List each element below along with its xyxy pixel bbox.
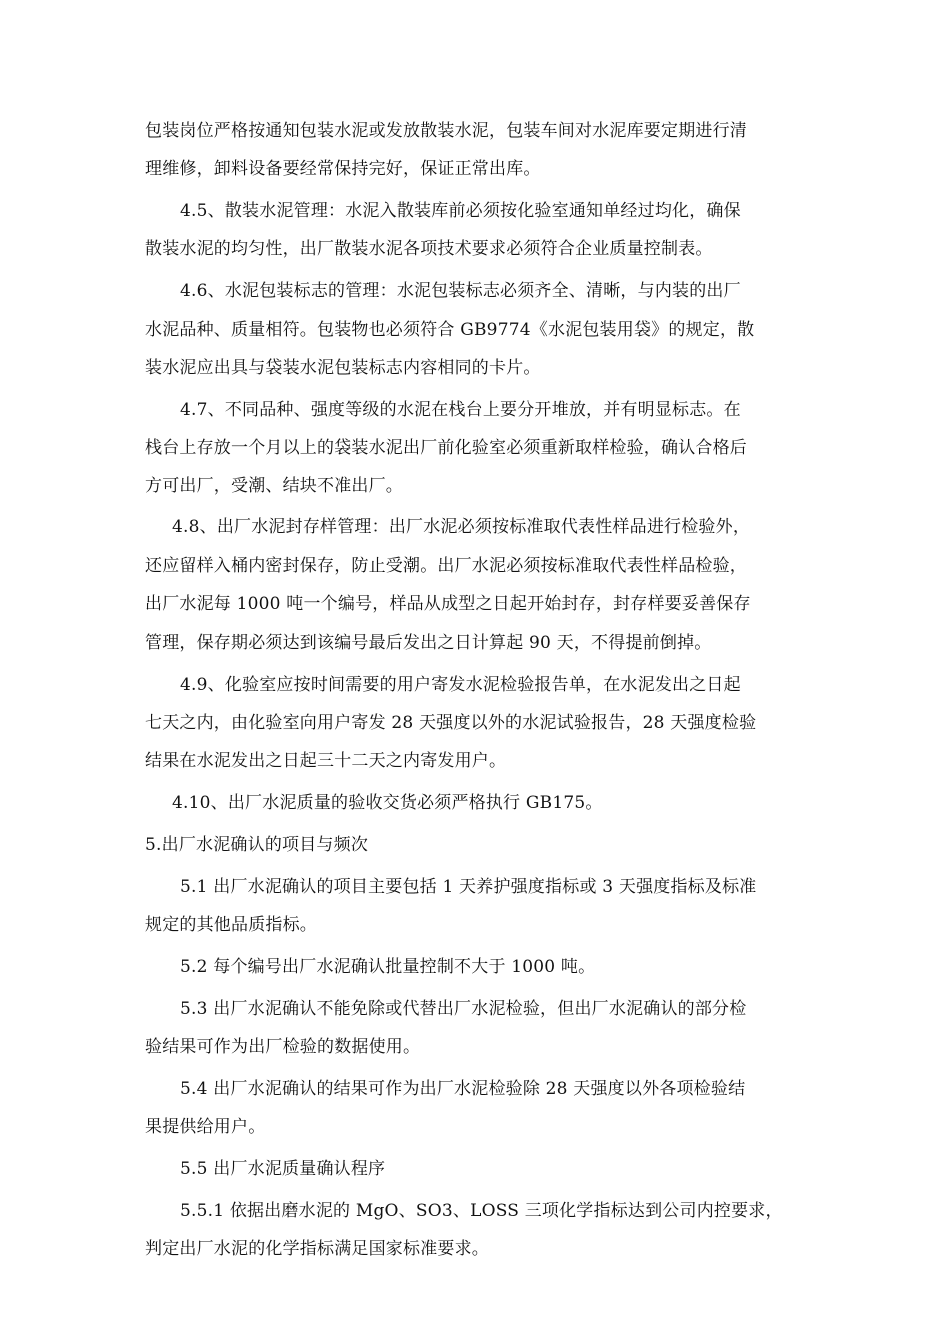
paragraph-line: 规定的其他品质指标。	[145, 915, 317, 935]
paragraph-line: 结果在水泥发出之日起三十二天之内寄发用户。	[145, 751, 507, 771]
paragraph-line: 5.4 出厂水泥确认的结果可作为出厂水泥检验除 28 天强度以外各项检验结	[180, 1079, 746, 1099]
paragraph-line: 栈台上存放一个月以上的袋装水泥出厂前化验室必须重新取样检验，确认合格后	[145, 438, 747, 458]
paragraph-line: 包装岗位严格按通知包装水泥或发放散装水泥，包装车间对水泥库要定期进行清	[145, 121, 747, 141]
paragraph-line: 出厂水泥每 1000 吨一个编号，样品从成型之日起开始封存，封存样要妥善保存	[145, 594, 751, 614]
paragraph-line: 还应留样入桶内密封保存，防止受潮。出厂水泥必须按标准取代表性样品检验，	[145, 556, 747, 576]
paragraph-line: 装水泥应出具与袋装水泥包装标志内容相同的卡片。	[145, 358, 541, 378]
paragraph-line: 5.1 出厂水泥确认的项目主要包括 1 天养护强度指标或 3 天强度指标及标准	[180, 877, 757, 897]
paragraph-line: 七天之内，由化验室向用户寄发 28 天强度以外的水泥试验报告，28 天强度检验	[145, 713, 757, 733]
paragraph-line: 5.5.1 依据出磨水泥的 MgO、SO3、LOSS 三项化学指标达到公司内控要求，	[180, 1201, 783, 1221]
section-heading: 5.出厂水泥确认的项目与频次	[145, 835, 369, 855]
paragraph-line: 4.8、出厂水泥封存样管理：出厂水泥必须按标准取代表性样品进行检验外，	[172, 517, 751, 537]
paragraph-line: 理维修，卸料设备要经常保持完好，保证正常出库。	[145, 159, 541, 179]
paragraph-line: 5.3 出厂水泥确认不能免除或代替出厂水泥检验，但出厂水泥确认的部分检	[180, 999, 747, 1019]
paragraph-line: 5.5 出厂水泥质量确认程序	[180, 1159, 386, 1179]
paragraph-line: 果提供给用户。	[145, 1117, 266, 1137]
paragraph-line: 判定出厂水泥的化学指标满足国家标准要求。	[145, 1239, 489, 1259]
paragraph-line: 水泥品种、质量相符。包装物也必须符合 GB9774《水泥包装用袋》的规定，散	[145, 320, 755, 340]
paragraph-line: 5.2 每个编号出厂水泥确认批量控制不大于 1000 吨。	[180, 957, 596, 977]
paragraph-line: 4.9、化验室应按时间需要的用户寄发水泥检验报告单，在水泥发出之日起	[180, 675, 741, 695]
paragraph-line: 4.10、出厂水泥质量的验收交货必须严格执行 GB175。	[172, 793, 603, 813]
paragraph-line: 方可出厂，受潮、结块不准出厂。	[145, 476, 403, 496]
paragraph-line: 4.7、不同品种、强度等级的水泥在栈台上要分开堆放，并有明显标志。在	[180, 400, 741, 420]
paragraph-line: 散装水泥的均匀性，出厂散装水泥各项技术要求必须符合企业质量控制表。	[145, 239, 713, 259]
paragraph-line: 4.6、水泥包装标志的管理：水泥包装标志必须齐全、清晰，与内装的出厂	[180, 281, 741, 301]
paragraph-line: 验结果可作为出厂检验的数据使用。	[145, 1037, 421, 1057]
paragraph-line: 4.5、散装水泥管理：水泥入散装库前必须按化验室通知单经过均化，确保	[180, 201, 741, 221]
paragraph-line: 管理，保存期必须达到该编号最后发出之日计算起 90 天，不得提前倒掉。	[145, 633, 712, 653]
